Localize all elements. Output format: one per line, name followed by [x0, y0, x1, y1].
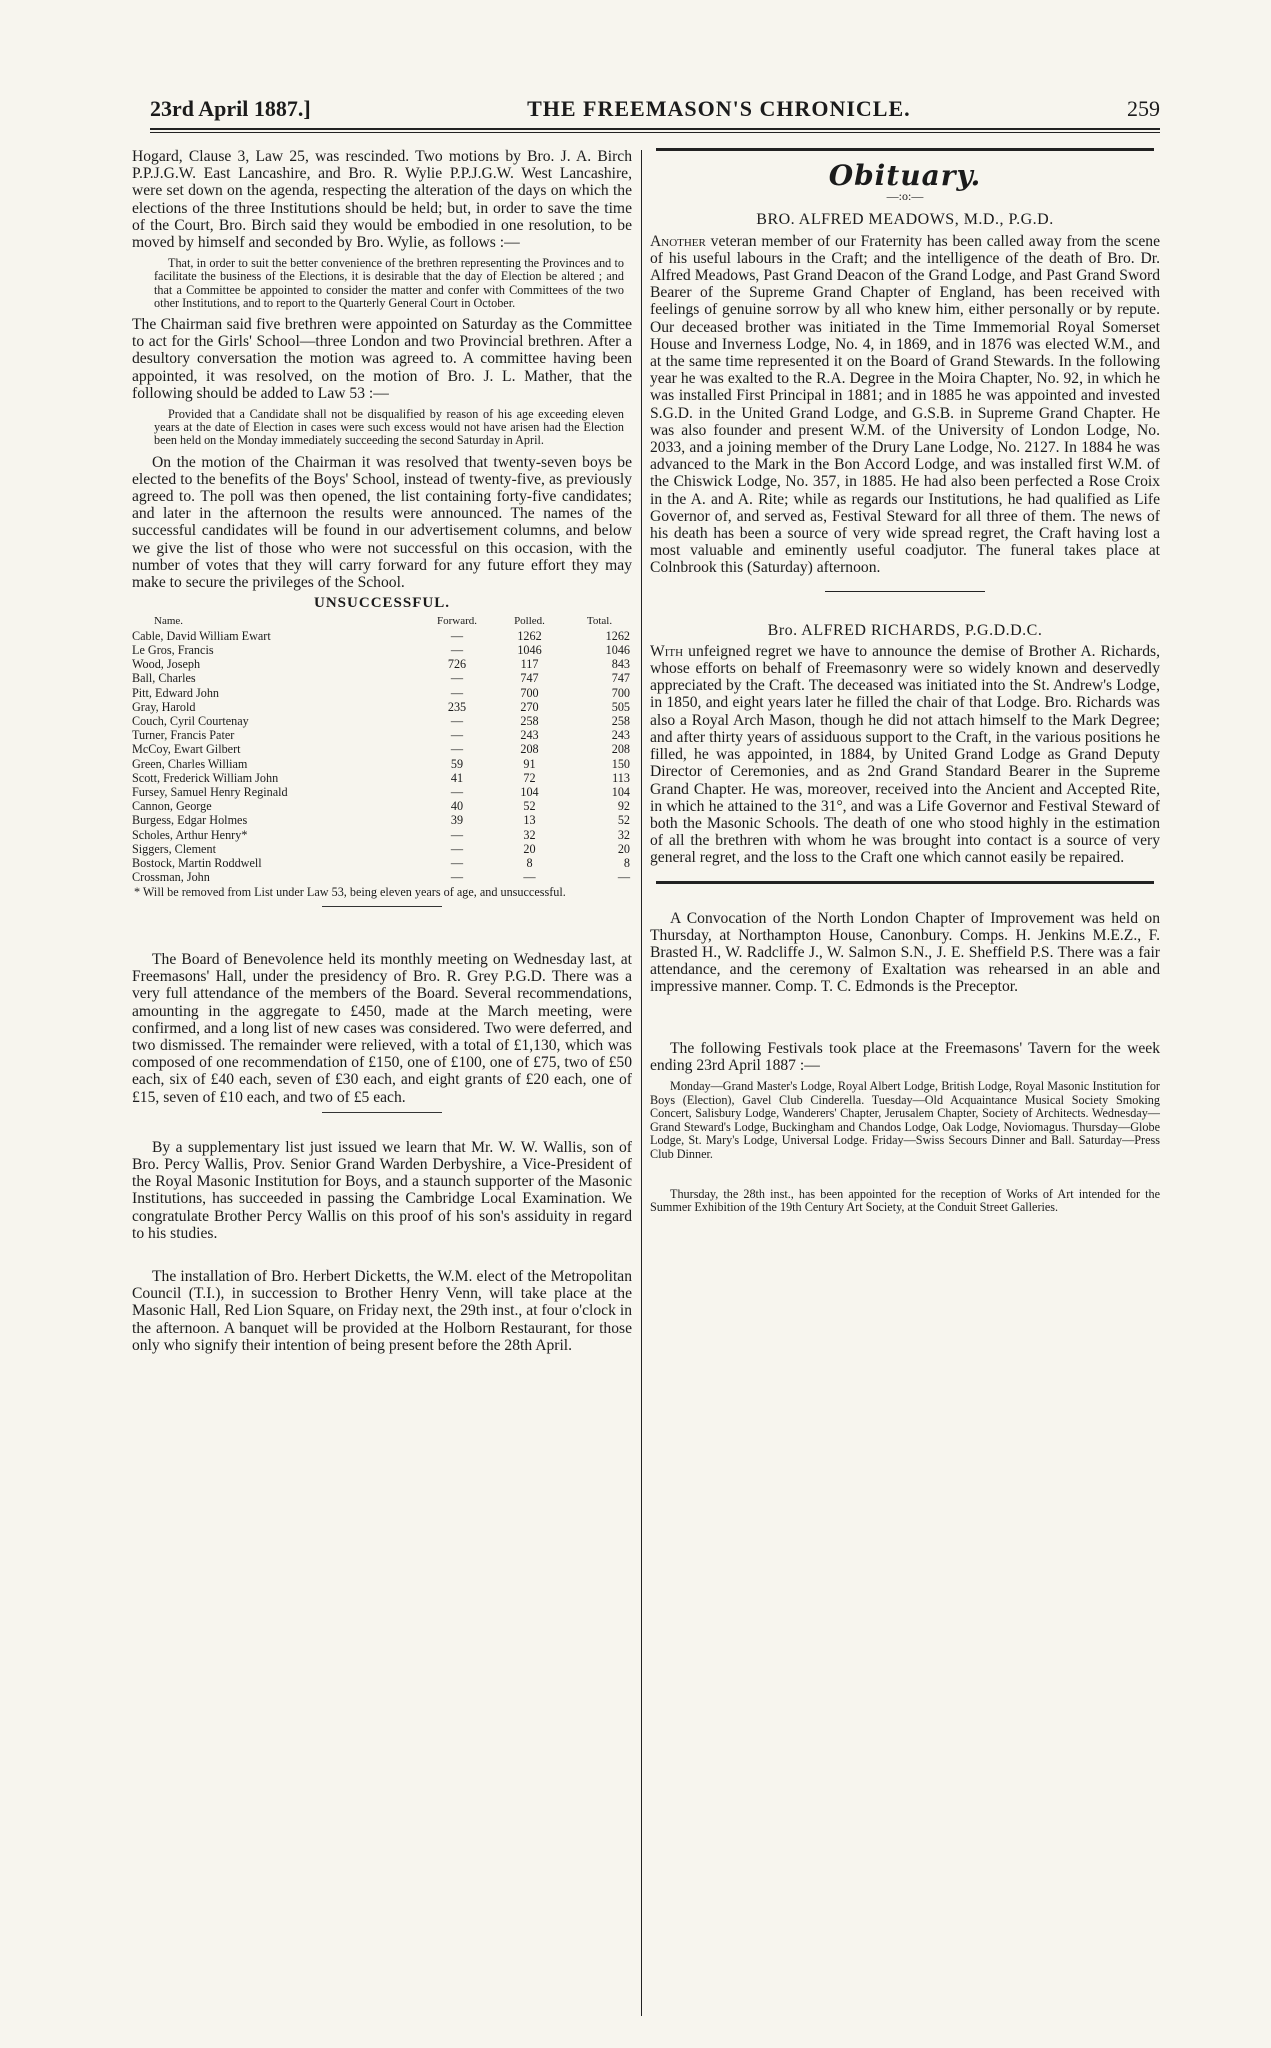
obituary-top-rule — [656, 148, 1154, 151]
votes-polled: 72 — [523, 770, 536, 785]
votes-forward: — — [450, 870, 464, 885]
votes-forward: 726 — [447, 657, 467, 672]
votes-total: 700 — [611, 685, 630, 700]
votes-polled: 8 — [526, 855, 533, 870]
header-title: THE FREEMASON'S CHRONICLE. — [527, 96, 911, 121]
candidate-name: Siggers, Clement — [132, 841, 216, 856]
table-row — [132, 856, 632, 870]
votes-polled: 700 — [520, 685, 539, 700]
votes-total: 104 — [611, 784, 630, 799]
votes-forward: — — [450, 671, 464, 686]
votes-total: 52 — [617, 813, 630, 828]
meadows-body: veteran member of our Fraternity has been called away from the scene of his useful labours in the Craft; and the intelligence of the death of Bro. Dr. Alfred Meadows, Past Grand Deacon of the Grand Lodge, and Past Grand Sword Bearer of the Supreme Grand Chapter of England, has been received with feelings of genuine sorrow by all who knew him, either personally or by repute. Our deceased brother was initiated in the Time Immemorial Royal Somerset House and Inverness Lodge, No. 4, in 1869, and in 1876 was elected W.M., and at the same time represented it on the Board of Grand Stewards. In the following year he was exalted to the R.A. Degree in the Moira Chapter, No. 92, in which he was installed First Principal in 1881; and in 1885 he was appointed and invested S.G.D. in the United Grand Lodge, and G.S.B. in Supreme Grand Chapter. He was also founder and present W.M. of the University of London Lodge, No. 2033, and a joining member of the Drury Lane Lodge, No. 2127. In 1884 he was advanced to the Mark in the Bon Accord Lodge, and was installed first W.M. of the Chiswick Lodge, No. 357, in 1885. He had also been perfected a Rose Croix in the A. and A. Rite; while as regards our Institutions, he had qualified as Life Governor of, and served as, Festival Steward for all three of them. The news of his death has been a source of very wide spread regret, the Craft having lost a most valuable and eminently useful coadjutor. The funeral takes place at Colnbrook this (Saturday) afternoon. — [650, 232, 1160, 577]
boys-school-paragraph-3: On the motion of the Chairman it was resolved that twenty-seven boys be elected to the benefits of the Boys' School, instead of twenty-five, as previously agreed to. The poll was then opened, the list containing forty-five candidates; and later in the afternoon the results were announced. The names of the successful candidates will be found in our advertisement columns, and below we give the list of those who were not successful on this occasion, with the number of votes that they will carry forward for any future effort they may make to secure the privileges of the School. — [132, 453, 632, 592]
reception-notice: Thursday, the 28th inst., has been appointed for the reception of Works of Art intended for the Summer Exhibition of the 19th Century Art Society, at the Conduit Street Galleries. — [650, 1186, 1160, 1215]
candidate-name: Crossman, John — [132, 870, 210, 885]
table-footnote: * Will be removed from List under Law 53, being eleven years of age, and unsuccessful. — [134, 885, 566, 900]
votes-total: 92 — [617, 799, 630, 814]
votes-forward: 39 — [450, 813, 464, 828]
votes-polled: 258 — [520, 713, 539, 728]
table-row — [132, 671, 632, 685]
festivals-list: Monday—Grand Master's Lodge, Royal Albert Lodge, British Lodge, Royal Masonic Institution for Boys (Election), Gavel Club Cinderella. Tuesday—Old Acquaintance Musical Society Smoking Concert, Salisbury Lodge, Wanderers' Chapter, Jerusalem Chapter, Society of Architects. Wednesday—Grand Steward's Lodge, Buckingham and Chandos Lodge, Oak Lodge, Noviomagus. Thursday—Globe Lodge, St. Mary's Lodge, Universal Lodge. Friday—Swiss Secours Dinner and Ball. Saturday—Press Club Dinner. — [650, 1078, 1160, 1161]
candidate-name: Gray, Harold — [132, 699, 196, 714]
votes-forward: — — [450, 742, 464, 757]
meadows-paragraph — [650, 233, 1160, 577]
votes-polled: 243 — [520, 728, 539, 743]
table-header-row — [132, 614, 632, 628]
col-header-total: Total. — [586, 615, 613, 628]
votes-total: — — [617, 870, 630, 885]
table-row — [132, 813, 632, 827]
candidate-name: Bostock, Martin Roddwell — [132, 855, 262, 870]
table-row — [132, 728, 632, 742]
dicketts-paragraph: The installation of Bro. Herbert Dicketts, the W.M. elect of the Metropolitan Council (T.I.), in succession to Brother Henry Venn, will take place at the Masonic Hall, Red Lion Square, on Friday next, the 29th inst., at four o'clock in the afternoon. A banquet will be provided at the Holborn Restaurant, for those only who signify their intention of being present before the 28th April. — [132, 1267, 632, 1354]
votes-polled: 270 — [520, 699, 539, 714]
table-row — [132, 842, 632, 856]
candidate-name: Scholes, Arthur Henry* — [132, 827, 248, 842]
resolution-quote — [132, 257, 632, 310]
votes-total: 505 — [611, 699, 630, 714]
benevolence-paragraph: The Board of Benevolence held its monthly meeting on Wednesday last, at Freemasons' Hall, under the presidency of Bro. R. Grey P.G.D. There was a very full attendance of the members of the Board. Several recommendations, amounting in the aggregate to £450, made at the March meeting, were confirmed, and a long list of new cases was considered. Two were deferred, and two dismissed. The remainder were relieved, with a total of £1,130, which was composed of one recommendation of £150, one of £100, one of £75, two of £50 each, six of £40 each, seven of £30 each, and eight grants of £20 each, one of £15, seven of £10 each, and two of £5 each. — [132, 950, 632, 1106]
candidate-name: Couch, Cyril Courtenay — [132, 713, 249, 728]
boys-school-paragraph-1: Hogard, Clause 3, Law 25, was rescinded. Two motions by Bro. J. A. Birch P.P.J.G.W. East Lancashire, and Bro. R. Wylie P.P.J.G.W. West Lancashire, were set down on the agenda, respecting the alteration of the days on which the elections of the three Institutions should be held; but, in order to save the time of the Court, Bro. Birch said they would be embodied in one resolution, to be moved by himself and seconded by Bro. Wylie, as follows :— — [132, 148, 632, 252]
votes-polled: 20 — [523, 841, 536, 856]
votes-forward: — — [450, 784, 464, 799]
obituary-heading: Obituary. — [828, 159, 982, 192]
col-header-forward: Forward. — [436, 615, 478, 628]
votes-total: 20 — [617, 841, 630, 856]
table-row — [132, 757, 632, 771]
festivals-intro: The following Festivals took place at the Freemasons' Tavern for the week ending 23rd April 1887 :— — [650, 1039, 1160, 1074]
votes-total: 8 — [623, 855, 630, 870]
candidate-name: Pitt, Edward John — [132, 685, 220, 700]
votes-polled: 91 — [523, 756, 536, 771]
candidate-name: Wood, Joseph — [132, 657, 201, 672]
resolution-text: That, in order to suit the better convenience of the brethren representing the Provinces and to facilitate the business of the Elections, it is desirable that the day of Election be altered ; and that a Committee be appointed to consider the matter and confer with Committees of the two other Institutions, and to report to the Quarterly General Court in October. — [154, 256, 624, 310]
table-row — [132, 742, 632, 756]
candidate-name: McCoy, Ewart Gilbert — [132, 742, 241, 757]
votes-forward: 235 — [447, 699, 467, 714]
page-number: 259 — [1126, 96, 1160, 121]
richards-paragraph — [650, 643, 1160, 867]
table-row — [132, 785, 632, 799]
votes-forward: 41 — [450, 770, 464, 785]
votes-forward: — — [450, 642, 464, 657]
votes-polled: 1262 — [517, 628, 542, 643]
richards-heading: Bro. ALFRED RICHARDS, P.G.D.D.C. — [767, 621, 1043, 639]
convocation-paragraph: A Convocation of the North London Chapter of Improvement was held on Thursday, at Northampton House, Canonbury. Comps. H. Jenkins M.E.Z., F. Brasted H., W. Radcliffe J., W. Salmon S.N., J. E. Sheffield P.S. There was a fair attendance, and the ceremony of Exaltation was rehearsed in an able and impressive manner. Comp. T. C. Edmonds is the Preceptor. — [650, 909, 1160, 996]
votes-forward: 40 — [450, 799, 464, 814]
votes-forward: — — [450, 713, 464, 728]
table-row — [132, 870, 632, 884]
table-row — [132, 771, 632, 785]
votes-total: 1046 — [605, 642, 630, 657]
candidate-name: Green, Charles William — [132, 756, 248, 771]
votes-forward: — — [450, 728, 464, 743]
candidate-name: Cannon, George — [132, 799, 212, 814]
table-row — [132, 629, 632, 643]
proviso-quote — [132, 408, 632, 448]
boys-school-paragraph-2: The Chairman said five brethren were appointed on Saturday as the Committee to act for the Girls' School—three London and two Provincial brethren. After a desultory conversation the motion was agreed to. A committee having been appointed, it was resolved, on the motion of Bro. J. L. Mather, that the following should be added to Law 53 :— — [132, 316, 632, 402]
table-row — [132, 828, 632, 842]
left-column — [132, 148, 632, 1354]
votes-polled: 1046 — [517, 642, 542, 657]
proviso-text: Provided that a Candidate shall not be disqualified by reason of his age exceeding eleven years at the date of Election in cases were such excess would not have arisen had the Election been held on the Monday immediately succeeding the second Saturday in April. — [154, 407, 624, 448]
ornament: —:o:— — [886, 189, 924, 204]
candidate-name: Fursey, Samuel Henry Reginald — [132, 784, 288, 799]
votes-forward: — — [450, 841, 464, 856]
header-rule — [150, 128, 1160, 133]
table-row — [132, 714, 632, 728]
unsuccessful-table-title: UNSUCCESSFUL. — [314, 595, 450, 612]
votes-forward: 59 — [450, 756, 464, 771]
votes-total: 208 — [611, 742, 630, 757]
votes-forward: — — [450, 855, 464, 870]
votes-polled: 32 — [523, 827, 536, 842]
votes-polled: 117 — [520, 657, 539, 672]
candidate-name: Ball, Charles — [132, 671, 196, 686]
votes-total: 243 — [611, 728, 630, 743]
votes-total: 1262 — [605, 628, 630, 643]
table-row — [132, 657, 632, 671]
header-date: 23rd April 1887.] — [150, 96, 311, 121]
candidate-name: Cable, David William Ewart — [132, 628, 271, 643]
column-divider — [641, 150, 642, 2016]
candidate-name: Scott, Frederick William John — [132, 770, 279, 785]
votes-total: 113 — [612, 770, 630, 785]
meadows-heading: BRO. ALFRED MEADOWS, M.D., P.G.D. — [756, 211, 1054, 229]
votes-polled: 52 — [523, 799, 536, 814]
meadows-lead-word: Another — [650, 232, 706, 250]
votes-forward: — — [450, 628, 464, 643]
right-column — [650, 148, 1160, 1215]
votes-polled: 13 — [523, 813, 536, 828]
richards-body: unfeigned regret we have to announce the demise of Brother A. Richards, whose efforts on behalf of Freemasonry were so widely known and deservedly appreciated by the Craft. The deceased was initiated into the St. Andrew's Lodge, in 1850, and eight years later he filled the chair of that Lodge. Bro. Richards was also a Royal Arch Mason, though he did not attach himself to the Mark Degree; and after thirty years of assiduous support to the Craft, in the various positions he filled, he was appointed, in 1884, by United Grand Lodge as Grand Deputy Director of Ceremonies, and as 2nd Grand Standard Bearer in the Supreme Grand Chapter. He was, moreover, received into the Ancient and Accepted Rite, in which he attained to the 31°, and was a Life Governor and Festival Steward of both the Masonic Schools. The death of one who stood highly in the estimation of all the brethren with whom he was brought into contact is a source of very general regret, and the loss to the Craft one which cannot easily be repaired. — [650, 642, 1160, 867]
candidate-name: Burgess, Edgar Holmes — [132, 813, 248, 828]
votes-forward: — — [450, 685, 464, 700]
richards-lead-word: With — [650, 642, 684, 660]
votes-total: 32 — [617, 827, 630, 842]
votes-total: 258 — [611, 713, 630, 728]
unsuccessful-candidates-table — [132, 614, 632, 884]
table-row — [132, 700, 632, 714]
table-row — [132, 686, 632, 700]
votes-polled: 747 — [520, 671, 539, 686]
candidate-name: Turner, Francis Pater — [132, 728, 235, 743]
col-header-polled: Polled. — [514, 615, 545, 628]
votes-polled: — — [523, 870, 536, 885]
wallis-paragraph: By a supplementary list just issued we learn that Mr. W. W. Wallis, son of Bro. Percy Wallis, Prov. Senior Grand Warden Derbyshire, a Vice-President of the Royal Masonic Institution for Boys, and a staunch supporter of the Masonic Institutions, has succeeded in passing the Cambridge Local Examination. We congratulate Brother Percy Wallis on this proof of his son's assiduity in regard to his studies. — [132, 1138, 632, 1242]
votes-polled: 208 — [520, 742, 539, 757]
table-row — [132, 799, 632, 813]
votes-total: 150 — [611, 756, 630, 771]
page-header — [150, 96, 1160, 126]
candidate-name: Le Gros, Francis — [132, 642, 214, 657]
table-row — [132, 643, 632, 657]
table-body — [132, 629, 632, 885]
votes-polled: 104 — [520, 784, 539, 799]
votes-total: 843 — [611, 657, 630, 672]
votes-total: 747 — [611, 671, 630, 686]
votes-forward: — — [450, 827, 464, 842]
col-header-name: Name. — [154, 615, 184, 628]
